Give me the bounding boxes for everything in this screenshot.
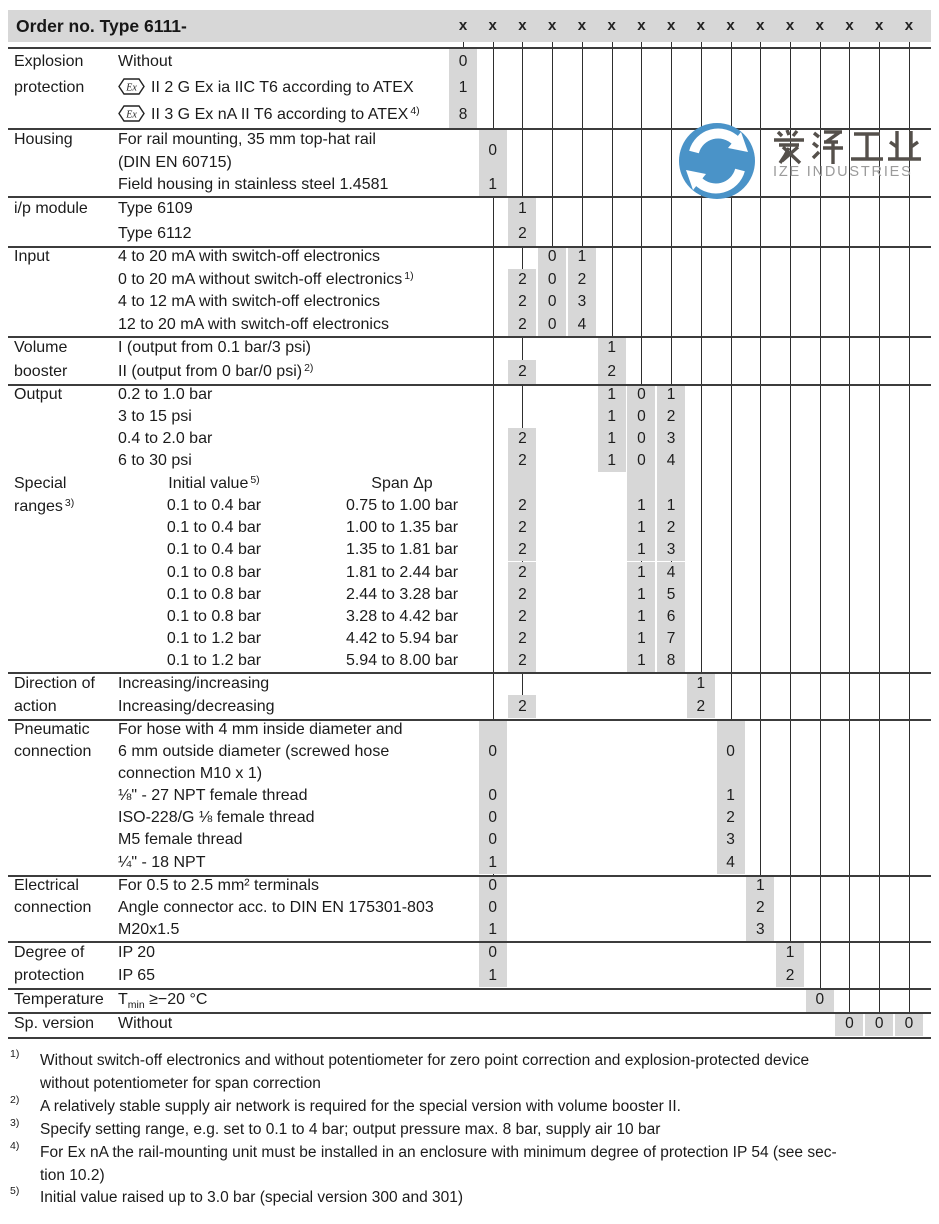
code-cell: 2 (746, 897, 774, 919)
column-guide-line (790, 42, 791, 987)
section-label: booster (14, 363, 68, 380)
section-label: Temperature (14, 991, 104, 1008)
watermark-cn-glyphs (772, 128, 922, 166)
superscript-note: 3) (64, 497, 75, 510)
section-label: Direction of (14, 675, 95, 692)
footnote-marker: 5) (10, 1185, 20, 1197)
code-cell: 2 (508, 221, 536, 246)
code-cell: 2 (508, 539, 536, 561)
section-label: protection (14, 967, 85, 984)
special-span-value: Span Δp (371, 475, 433, 492)
footnote-marker: 2) (10, 1094, 20, 1106)
section-label: Volume (14, 339, 68, 356)
code-mark: x (904, 17, 914, 34)
option-text: IP 20 (118, 944, 156, 961)
code-cell: 7 (657, 628, 685, 650)
option-text: 4 to 12 mA with switch-off electronics (118, 293, 381, 310)
code-cell: 2 (508, 562, 536, 584)
code-cell: 0 (538, 314, 566, 337)
code-cell: 1 (479, 852, 507, 874)
code-cell: 6 (657, 606, 685, 628)
option-text: Increasing/decreasing (118, 698, 275, 715)
option-text: 3 to 15 psi (118, 408, 192, 425)
code-cell: 1 (568, 246, 596, 269)
code-mark: x (637, 17, 646, 34)
special-span-value: 0.75 to 1.00 bar (345, 497, 459, 515)
code-cell: 2 (508, 628, 536, 650)
code-cell: 2 (657, 517, 685, 539)
code-cell: 2 (508, 584, 536, 606)
code-cell: 1 (717, 785, 745, 807)
code-cell: 1 (776, 941, 804, 964)
section-label: connection (14, 743, 92, 760)
option-text: (DIN EN 60715) (118, 154, 232, 171)
footnote-marker: 3) (10, 1117, 20, 1129)
footnote-text: without potentiometer for span correction (40, 1074, 321, 1092)
option-text: connection M10 x 1) (118, 765, 263, 782)
code-cell: 4 (657, 450, 685, 472)
footnote-text: For Ex nA the rail-mounting unit must be installed in an enclosure with minimum degree of protection IP 54 (see sec- (40, 1144, 837, 1161)
option-text: Field housing in stainless steel 1.4581 (118, 176, 389, 193)
option-text: II (output from 0 bar/0 psi) $^{2)}$ (118, 362, 314, 380)
code-cell: 1 (598, 428, 626, 450)
column-guide-line (760, 42, 761, 941)
code-mark: x (696, 17, 705, 34)
option-text: M20x1.5 (118, 921, 180, 938)
code-cell: 1 (449, 75, 477, 101)
code-cell: 1 (627, 562, 655, 584)
code-cell: 2 (508, 360, 536, 384)
code-cell: 0 (627, 428, 655, 450)
option-text: 6 mm outside diameter (screwed hose (118, 743, 390, 760)
section-label: Electrical (14, 877, 79, 894)
code-cell: 4 (717, 852, 745, 874)
special-span-value: 2.44 to 3.28 bar (345, 585, 459, 603)
code-mark: x (666, 17, 676, 34)
option-text: $T_{min} \ge-20$ °C (118, 991, 208, 1011)
footnote-marker: 1) (10, 1048, 20, 1060)
option-text: Without (118, 1015, 173, 1032)
code-cell: 0 (479, 829, 507, 851)
code-mark: x (845, 17, 854, 34)
code-cell: 3 (568, 291, 596, 314)
special-span-value: 5.94 to 8.00 bar (345, 651, 459, 669)
code-cell: 1 (598, 406, 626, 428)
code-cell: 1 (479, 919, 507, 941)
code-cell: 1 (479, 964, 507, 987)
special-span-value: 1.81 to 2.44 bar (345, 563, 459, 581)
special-span-value: 4.42 to 5.94 bar (345, 629, 459, 647)
option-text: 0 to 20 mA without switch-off electronics $^{1)}$ (118, 269, 414, 288)
code-cell: 0 (479, 128, 507, 174)
code-cell: 1 (598, 336, 626, 360)
code-cell: 4 (657, 562, 685, 584)
code-cell: 3 (657, 539, 685, 561)
code-mark: x (518, 17, 527, 34)
code-cell: 1 (627, 584, 655, 606)
code-cell: 2 (687, 695, 715, 718)
section-label: Output (14, 386, 63, 403)
code-cell: 2 (508, 495, 536, 517)
code-cell: 2 (598, 360, 626, 384)
option-text: Without (118, 53, 173, 70)
code-cell: 2 (508, 695, 536, 718)
code-cell: 4 (568, 314, 596, 337)
section-label: action (14, 698, 57, 715)
code-cell: 2 (508, 291, 536, 314)
watermark-en: IZE INDUSTRIES (773, 164, 913, 180)
column-guide-line (820, 42, 821, 1012)
code-cell: 3 (746, 919, 774, 941)
special-span-value: 1.00 to 1.35 bar (345, 519, 459, 537)
watermark (678, 122, 756, 205)
special-span-value: 3.28 to 4.42 bar (345, 607, 459, 625)
option-text: Ex II 2 G Ex ia IIC T6 according to ATEX (118, 75, 414, 104)
code-cell: 1 (657, 495, 685, 517)
svg-text:Ex: Ex (126, 82, 137, 94)
section-label: Special (14, 475, 67, 492)
option-text: Increasing/increasing (118, 675, 270, 692)
special-initial-value: 0.1 to 0.8 bar (166, 585, 262, 603)
footnote-text: Specify setting range, e.g. set to 0.1 to 4 bar; output pressure max. 8 bar, supply air 10 bar (40, 1121, 661, 1138)
code-cell: 0 (627, 406, 655, 428)
code-mark: x (488, 17, 497, 34)
special-span-value: 1.35 to 1.81 bar (345, 541, 459, 559)
option-text: ISO-228/G ⅛ female thread (118, 809, 315, 827)
code-cell: 0 (449, 49, 477, 75)
code-cell: 0 (479, 875, 507, 897)
code-mark: x (785, 17, 795, 34)
superscript-note: 2) (304, 362, 314, 374)
code-mark: x (607, 17, 616, 34)
code-cell: 2 (568, 269, 596, 292)
special-initial-value: 0.1 to 0.8 bar (166, 563, 262, 581)
code-cell: 1 (598, 450, 626, 472)
section-label: ranges $^{3)}$ (14, 497, 75, 516)
code-mark: x (548, 17, 557, 34)
option-text: Type 6109 (118, 200, 193, 217)
special-initial-value: 0.1 to 1.2 bar (166, 651, 262, 669)
option-text: 0.2 to 1.0 bar (118, 386, 213, 403)
superscript-note: 4) (410, 104, 420, 117)
section-label: Housing (14, 131, 73, 148)
section-label: Input (14, 248, 50, 265)
special-initial-value: 0.1 to 0.4 bar (166, 497, 262, 515)
code-cell: 2 (508, 606, 536, 628)
code-cell: 2 (776, 964, 804, 987)
footnote-text: Without switch-off electronics and without potentiometer for zero point correction and explosion-protected device (40, 1052, 810, 1069)
code-cell: 0 (479, 807, 507, 829)
ex-atex-icon (118, 105, 145, 131)
footnote-text: Initial value raised up to 3.0 bar (special version 300 and 301) (40, 1189, 464, 1206)
code-cell: 8 (657, 650, 685, 672)
code-cell: 0 (479, 785, 507, 807)
code-cell: 0 (806, 988, 834, 1012)
code-cell: 2 (508, 314, 536, 337)
option-text: IP 65 (118, 967, 156, 984)
special-initial-value: 0.1 to 0.4 bar (166, 541, 262, 559)
column-guide-line (909, 42, 910, 1036)
svg-text:Ex: Ex (126, 109, 137, 121)
code-cell: 0 (717, 719, 745, 785)
code-cell: 1 (627, 628, 655, 650)
code-cell: 2 (657, 406, 685, 428)
option-text: M5 female thread (118, 831, 243, 849)
section-label: Pneumatic (14, 721, 90, 738)
column-guide-line (879, 42, 880, 1036)
column-guide-line (849, 42, 850, 1036)
code-cell: 8 (449, 102, 477, 128)
code-cell: 0 (479, 719, 507, 785)
code-cell: 1 (687, 672, 715, 695)
page-title: Order no. Type 6111- (16, 16, 187, 36)
code-cell: 3 (657, 428, 685, 450)
code-cell: 0 (627, 384, 655, 406)
code-mark: x (875, 17, 884, 34)
code-cell: 0 (865, 1012, 893, 1036)
code-cell (508, 472, 536, 495)
code-cell: 0 (538, 291, 566, 314)
option-text: ⅛" - 27 NPT female thread (118, 787, 308, 804)
code-mark: x (726, 17, 735, 34)
code-cell: 1 (598, 384, 626, 406)
code-cell: 5 (657, 584, 685, 606)
code-cell (627, 472, 655, 495)
code-cell: 2 (508, 450, 536, 472)
code-cell: 0 (479, 897, 507, 919)
code-cell: 2 (717, 807, 745, 829)
option-text: For hose with 4 mm inside diameter and (118, 721, 403, 738)
code-cell: 2 (508, 428, 536, 450)
footnote-text: A relatively stable supply air network is required for the special version with volume booster II. (40, 1098, 681, 1115)
code-cell: 2 (508, 650, 536, 672)
subscript: min (127, 999, 145, 1011)
special-initial-value: 0.1 to 1.2 bar (166, 629, 262, 647)
code-cell: 1 (627, 495, 655, 517)
special-initial-value: Initial value $^{5)}$ (168, 474, 260, 492)
section-label: connection (14, 899, 92, 916)
code-mark: x (756, 17, 765, 34)
code-cell: 1 (627, 606, 655, 628)
code-cell: 0 (835, 1012, 863, 1036)
section-label: protection (14, 79, 85, 97)
code-cell: 0 (895, 1012, 923, 1036)
code-cell: 1 (508, 196, 536, 221)
section-label: Explosion (14, 53, 84, 70)
option-text: 12 to 20 mA with switch-off electronics (118, 315, 389, 333)
option-text: For 0.5 to 2.5 mm² terminals (118, 877, 319, 894)
option-text: I (output from 0.1 bar/3 psi) (118, 339, 311, 356)
ize-logo-icon (678, 122, 756, 200)
code-cell: 2 (508, 269, 536, 292)
code-cell: 1 (657, 384, 685, 406)
code-cell: 1 (627, 650, 655, 672)
code-cell: 3 (717, 829, 745, 851)
code-mark: x (458, 17, 468, 34)
code-cell: 2 (508, 517, 536, 539)
option-text: 0.4 to 2.0 bar (118, 430, 213, 447)
code-cell: 0 (479, 941, 507, 964)
section-label: Sp. version (14, 1015, 95, 1032)
code-cell: 1 (479, 174, 507, 196)
table-bottom-rule (8, 1037, 931, 1039)
footnote-marker: 4) (10, 1140, 20, 1152)
section-label: i/p module (14, 200, 88, 217)
code-cell: 1 (627, 539, 655, 561)
option-text: 6 to 30 psi (118, 452, 192, 469)
option-text: 4 to 20 mA with switch-off electronics (118, 248, 381, 265)
superscript-note: 5) (250, 474, 260, 486)
option-text: ¼" - 18 NPT (118, 853, 206, 871)
superscript-note: 1) (404, 269, 414, 282)
code-mark: x (577, 17, 587, 34)
special-initial-value: 0.1 to 0.8 bar (166, 607, 262, 625)
option-text: For rail mounting, 35 mm top-hat rail (118, 131, 376, 148)
section-label: Degree of (14, 944, 85, 961)
code-cell: 1 (746, 875, 774, 897)
code-cell: 0 (538, 246, 566, 269)
footnote-text: tion 10.2) (40, 1166, 105, 1184)
special-initial-value: 0.1 to 0.4 bar (166, 519, 262, 537)
code-cell: 0 (538, 269, 566, 292)
option-text: Angle connector acc. to DIN EN 175301-803 (118, 899, 434, 916)
code-mark: x (815, 17, 824, 34)
option-text: Ex II 3 G Ex nA II T6 according to ATEX $^{4)}$ (118, 102, 420, 131)
code-cell (657, 472, 685, 495)
code-cell: 0 (627, 450, 655, 472)
code-cell: 1 (627, 517, 655, 539)
option-text: Type 6112 (118, 225, 192, 242)
